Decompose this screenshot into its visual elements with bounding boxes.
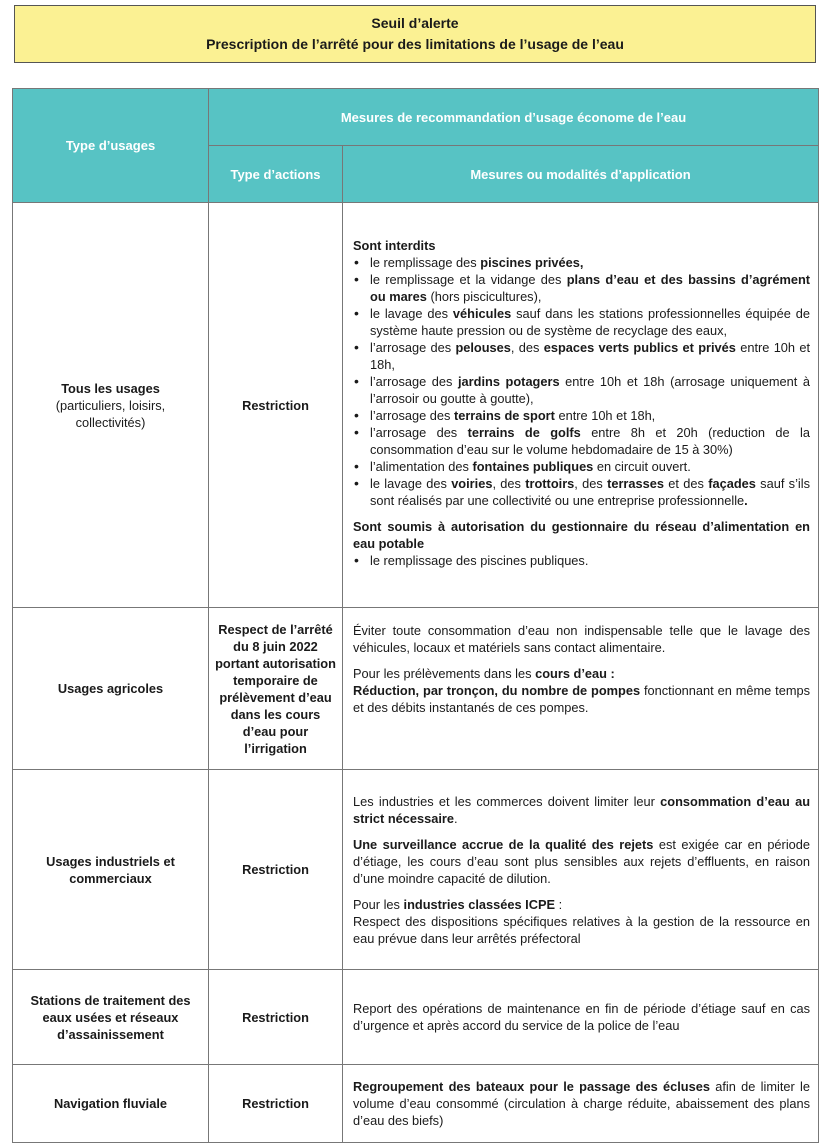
table-row [13,970,819,1065]
list-item: • l’arrosage des terrains de sport entre 10h et 18h, [353,407,810,424]
list-item: • l’arrosage des jardins potagers entre 10h et 18h (arrosage uniquement à l’arrosoir ou goutte à goutte), [353,373,810,407]
measure-text: Éviter toute consommation d’eau non indispensable telle que le lavage des véhicules, locaux et matériels sans contact alimentaire. [353,623,811,655]
alert-threshold-banner [14,5,816,63]
measures-cell [343,1065,819,1143]
list-item: • le remplissage des piscines publiques. [353,552,810,569]
usage-cell: Stations de traitement des eaux usées et réseaux d’assainissement [13,970,209,1065]
table-row [13,608,819,770]
measure-text: Réduction, par tronçon, du nombre de pompes fonctionnant en même temps et des débits instantanés de ces pompes. [353,683,811,715]
autorisation-title: Sont soumis à autorisation du gestionnaire du réseau d’alimentation en eau potable [353,519,811,551]
measures-cell [343,970,819,1065]
usage-cell: Usages industriels et commerciaux [13,770,209,970]
measure-text: Pour les industries classées ICPE : [353,896,563,912]
list-item: • l’arrosage des pelouses, des espaces verts publics et privés entre 10h et 18h, [353,339,810,373]
measure-text: Les industries et les commerces doivent limiter leur consommation d’eau au strict nécessaire. [353,793,811,826]
action-cell: Restriction [209,770,343,970]
usage-label: Tous les usages [61,380,160,396]
measure-text: Regroupement des bateaux pour le passage des écluses afin de limiter le volume d’eau consommé (circulation à charge réduite, abaissement des plans d’eau des biefs) [353,1079,811,1128]
water-restrictions-table [12,88,819,1143]
table-row [13,203,819,608]
action-cell: Restriction [209,203,343,608]
measures-cell [343,608,819,770]
measures-cell [343,770,819,970]
header-mesures-modalites: Mesures ou modalités d’application [343,146,819,203]
banner-title: Seuil d’alerte [371,15,459,31]
measure-text: Une surveillance accrue de la qualité des rejets est exigée car en période d’étiage, les cours d’eau sont plus sensibles aux rejets d’effluents, en raison d’une moindre capacité de dilution. [353,836,811,886]
list-item: • le remplissage et la vidange des plans d’eau et des bassins d’agrément ou mares (hors piscicultures), [353,271,810,305]
usage-sublabel: (particuliers, loisirs, collectivités) [55,397,166,430]
list-item: • le remplissage des piscines privées, [353,254,810,271]
table-row [13,770,819,970]
interdits-title: Sont interdits [353,238,436,253]
measure-text: Respect des dispositions spécifiques relatives à la gestion de la ressource en eau prévue dans leur arrêtés préfectoral [353,913,811,946]
action-cell: Restriction [209,970,343,1065]
banner-subtitle: Prescription de l’arrêté pour des limitations de l’usage de l’eau [206,36,624,52]
usage-cell: Usages agricoles [13,608,209,770]
measures-cell [343,203,819,608]
action-cell: Restriction [209,1065,343,1143]
list-item: • le lavage des voiries, des trottoirs, des terrasses et des façades sauf s’ils sont réalisés par une collectivité ou une entreprise professionnelle. [353,475,810,509]
action-cell: Respect de l’arrêté du 8 juin 2022 portant autorisation temporaire de prélèvement d’eau dans les cours d’eau pour l’irrigation [209,608,343,770]
list-item: • l’arrosage des terrains de golfs entre 8h et 20h (reduction de la consommation d’eau sur le volume hebdomadaire de 15 à 30%) [353,424,810,458]
table-row [13,1065,819,1143]
measure-text: Pour les prélèvements dans les cours d’eau : [353,666,615,681]
usage-cell [13,203,209,608]
header-type-usages: Type d’usages [13,89,209,203]
measure-text: Report des opérations de maintenance en fin de période d’étiage sauf en cas d’urgence et après accord du service de la police de l’eau [353,1001,811,1033]
list-item: • l’alimentation des fontaines publiques en circuit ouvert. [353,458,810,475]
header-mesures-title: Mesures de recommandation d’usage économe de l’eau [209,89,819,146]
usage-cell: Navigation fluviale [13,1065,209,1143]
autorisation-list [353,552,810,569]
header-type-actions: Type d’actions [209,146,343,203]
interdits-list [353,254,810,509]
list-item: • le lavage des véhicules sauf dans les stations professionnelles équipée de système haute pression ou de système de recyclage des eaux, [353,305,810,339]
